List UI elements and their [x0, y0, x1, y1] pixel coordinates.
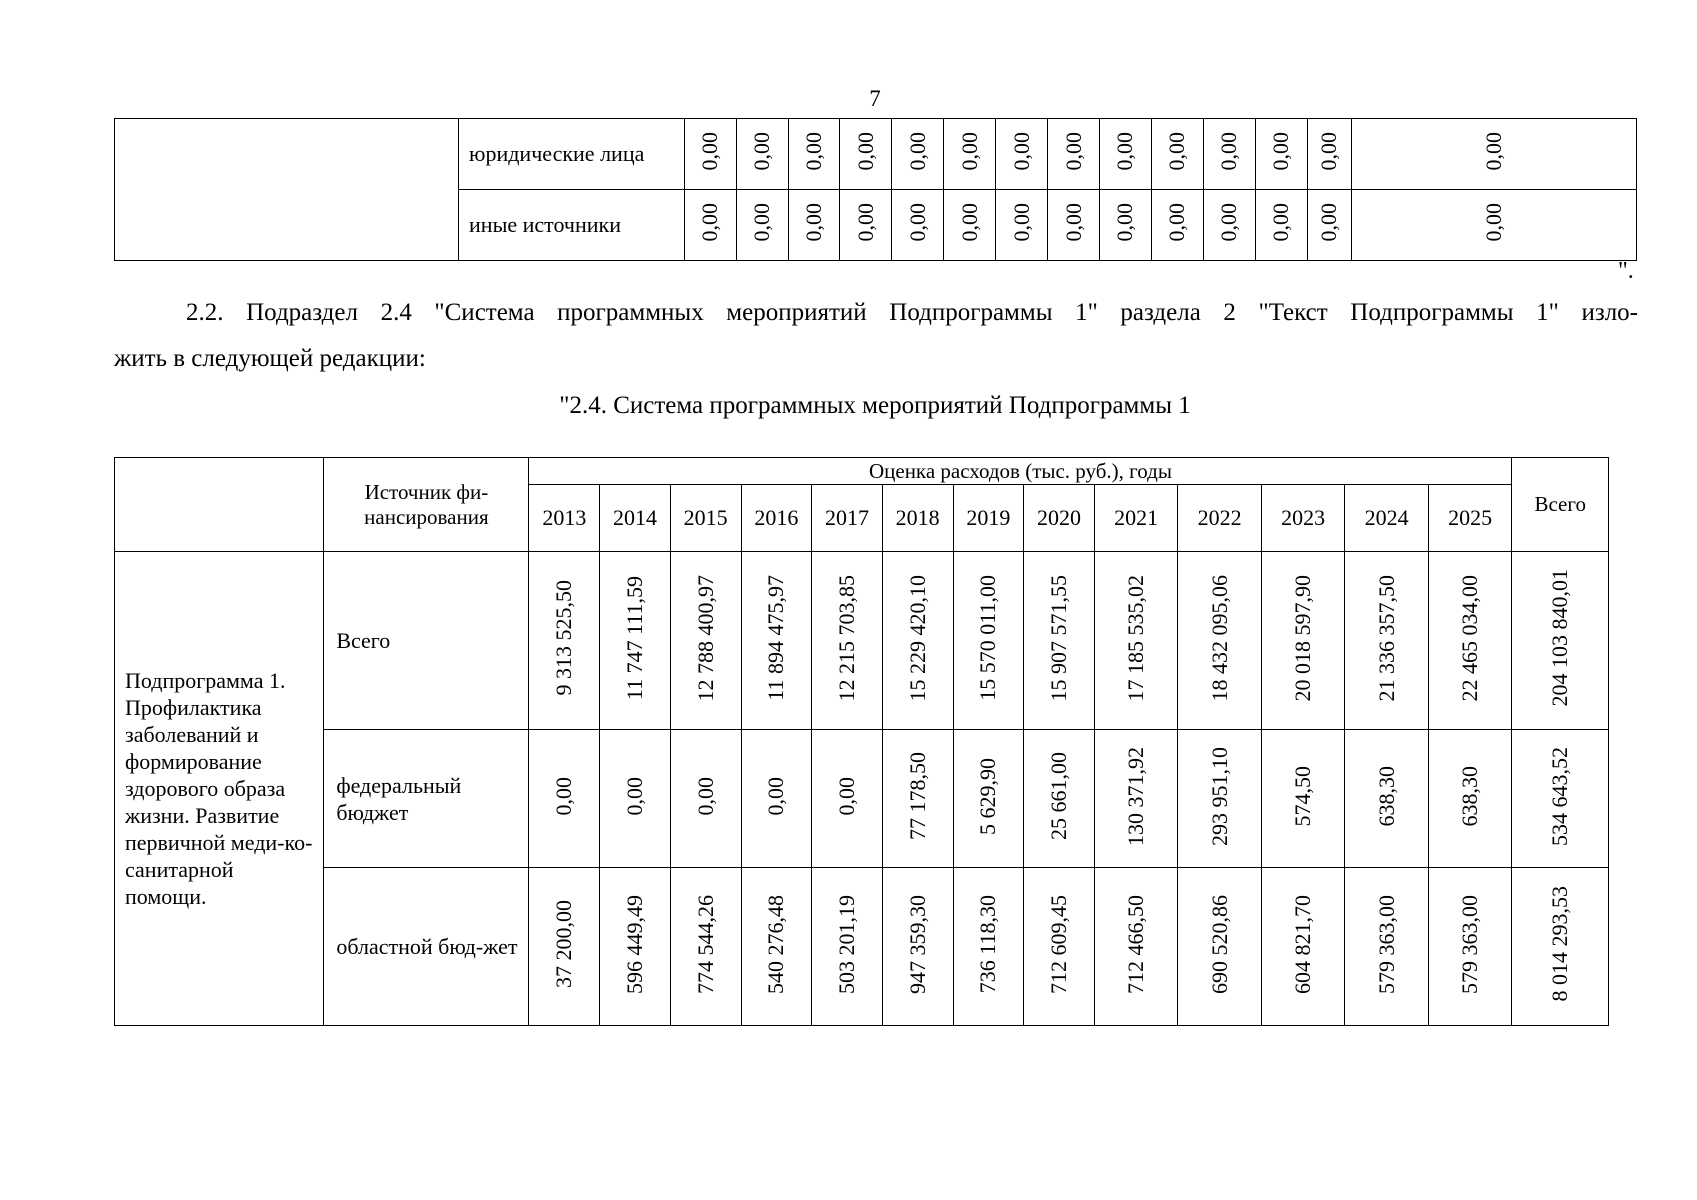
value-cell: [1255, 119, 1307, 190]
header-source: Источник фи-нансирования: [324, 458, 529, 552]
amount-cell-text: 503 201,19: [834, 894, 859, 994]
value-cell-text: 0,00: [1060, 203, 1086, 242]
amount-cell: [1094, 868, 1178, 1026]
amount-cell: [1428, 552, 1512, 730]
closing-quote: ".: [1618, 258, 1634, 284]
paragraph-line-1: 2.2. Подраздел 2.4 "Система программных мероприятий Подпрограммы 1" раздела 2 "Текст Подпрограммы 1" изло-: [186, 299, 1638, 326]
value-cell: [1307, 119, 1351, 190]
amount-cell: [1261, 730, 1345, 868]
amount-cell-text: 37 200,00: [551, 900, 577, 988]
amount-cell: [741, 552, 812, 730]
value-cell-text: 0,00: [697, 132, 723, 171]
value-cell: [1151, 190, 1203, 261]
value-cell: [1100, 119, 1152, 190]
year-header: 2013: [529, 485, 600, 552]
total-cell-text: 0,00: [1480, 132, 1506, 171]
value-cell: [944, 119, 996, 190]
amount-cell-text: 77 178,50: [904, 752, 930, 840]
value-cell-text: 0,00: [1164, 203, 1190, 242]
amount-cell: [1094, 552, 1178, 730]
amount-cell-text: 9 313 525,50: [551, 580, 577, 696]
year-header: 2017: [812, 485, 883, 552]
value-cell: [1048, 119, 1100, 190]
amount-cell-text: 690 520,86: [1206, 894, 1232, 994]
value-cell: [892, 190, 944, 261]
row-total-cell-text: 204 103 840,01: [1547, 569, 1573, 707]
value-cell-text: 0,00: [1060, 132, 1086, 171]
value-cell-text: 0,00: [697, 203, 723, 242]
amount-cell: [812, 552, 883, 730]
value-cell: [684, 190, 736, 261]
funding-source: федеральный бюджет: [324, 730, 529, 868]
value-cell-text: 0,00: [904, 132, 930, 171]
program-activities-table: [114, 457, 1609, 1026]
value-cell-text: 0,00: [852, 203, 878, 242]
value-cell-text: 0,00: [1164, 132, 1190, 171]
amount-cell-text: 15 229 420,10: [904, 574, 930, 702]
year-header: 2025: [1428, 485, 1512, 552]
amount-cell-text: 293 951,10: [1206, 746, 1232, 846]
amount-cell-text: 736 118,30: [975, 894, 1001, 994]
value-cell: [788, 190, 840, 261]
amount-cell: [529, 552, 600, 730]
value-cell-text: 0,00: [1268, 203, 1294, 242]
value-cell: [1255, 190, 1307, 261]
year-header: 2023: [1261, 485, 1345, 552]
amount-cell: [882, 730, 953, 868]
amount-cell-text: 638,30: [1457, 765, 1483, 827]
amount-cell: [812, 730, 883, 868]
value-cell: [996, 190, 1048, 261]
year-header: 2015: [670, 485, 741, 552]
amount-cell: [1428, 868, 1512, 1026]
amount-cell-text: 15 907 571,55: [1046, 574, 1072, 702]
value-cell-text: 0,00: [801, 203, 827, 242]
year-header: 2014: [600, 485, 671, 552]
amount-cell-text: 21 336 357,50: [1373, 574, 1399, 702]
value-cell-text: 0,00: [1112, 132, 1138, 171]
value-cell-text: 0,00: [956, 132, 982, 171]
table-row: [115, 119, 1637, 190]
year-header: 2016: [741, 485, 812, 552]
value-cell-text: 0,00: [749, 203, 775, 242]
amount-cell-text: 12 788 400,97: [692, 574, 718, 702]
amount-cell-text: 11 747 111,59: [621, 575, 647, 701]
amount-cell: [812, 868, 883, 1026]
amount-cell: [1024, 868, 1095, 1026]
value-cell: [944, 190, 996, 261]
amount-cell: [600, 730, 671, 868]
empty-program-cell: [115, 119, 459, 261]
value-cell: [684, 119, 736, 190]
amount-cell: [529, 730, 600, 868]
value-cell: [840, 190, 892, 261]
table-row: [115, 552, 1609, 730]
value-cell-text: 0,00: [904, 203, 930, 242]
amount-cell: [529, 868, 600, 1026]
value-cell: [1100, 190, 1152, 261]
year-header: 2020: [1024, 485, 1095, 552]
section-heading: "2.4. Система программных мероприятий Подпрограммы 1: [559, 392, 1191, 419]
amount-cell: [1024, 730, 1095, 868]
amount-cell: [1261, 868, 1345, 1026]
amount-cell: [1178, 730, 1262, 868]
amount-cell-text: 0,00: [551, 776, 577, 816]
value-cell-text: 0,00: [1216, 203, 1242, 242]
amount-cell-text: 596 449,49: [621, 894, 647, 994]
value-cell-text: 0,00: [1008, 203, 1034, 242]
amount-cell-text: 579 363,00: [1373, 894, 1399, 994]
source-label: иные источники: [459, 190, 685, 261]
total-cell: [1351, 119, 1636, 190]
amount-cell-text: 574,50: [1290, 765, 1316, 827]
amount-cell: [953, 552, 1024, 730]
amount-cell: [1178, 868, 1262, 1026]
amount-cell-text: 0,00: [621, 776, 647, 816]
total-cell: [1351, 190, 1636, 261]
amount-cell: [741, 868, 812, 1026]
source-label: юридические лица: [459, 119, 685, 190]
year-header: 2018: [882, 485, 953, 552]
amount-cell: [882, 868, 953, 1026]
amount-cell: [670, 730, 741, 868]
value-cell-text: 0,00: [1216, 132, 1242, 171]
header-estimate: Оценка расходов (тыс. руб.), годы: [529, 458, 1512, 485]
value-cell-text: 0,00: [1268, 132, 1294, 171]
amount-cell-text: 5 629,90: [975, 757, 1001, 835]
amount-cell: [600, 552, 671, 730]
value-cell-text: 0,00: [956, 203, 982, 242]
value-cell-text: 0,00: [749, 132, 775, 171]
amount-cell: [670, 552, 741, 730]
amount-cell-text: 604 821,70: [1290, 894, 1316, 994]
amount-cell-text: 22 465 034,00: [1457, 574, 1483, 702]
amount-cell-text: 712 609,45: [1046, 894, 1072, 994]
value-cell-text: 0,00: [801, 132, 827, 171]
paragraph-line-2: жить в следующей редакции:: [114, 345, 426, 372]
value-cell-text: 0,00: [1316, 132, 1342, 171]
value-cell: [1048, 190, 1100, 261]
amount-cell: [1345, 868, 1429, 1026]
amount-cell-text: 0,00: [834, 776, 859, 816]
amount-cell: [1178, 552, 1262, 730]
value-cell-text: 0,00: [1008, 132, 1034, 171]
header-empty-cell: [115, 458, 324, 552]
amount-cell: [1345, 730, 1429, 868]
page-number: 7: [869, 86, 881, 111]
table-row: [115, 868, 1609, 1026]
value-cell: [1203, 119, 1255, 190]
value-cell-text: 0,00: [1316, 203, 1342, 242]
row-total-cell-text: 534 643,52: [1547, 746, 1573, 846]
header-total: Всего: [1512, 458, 1609, 552]
amount-cell: [1094, 730, 1178, 868]
value-cell: [840, 119, 892, 190]
row-total-cell: [1512, 868, 1609, 1026]
amount-cell-text: 15 570 011,00: [975, 575, 1001, 701]
amount-cell: [1428, 730, 1512, 868]
table-row: [115, 730, 1609, 868]
amount-cell-text: 579 363,00: [1457, 894, 1483, 994]
amount-cell-text: 947 359,30: [904, 894, 930, 994]
amount-cell: [1345, 552, 1429, 730]
year-header: 2019: [953, 485, 1024, 552]
amount-cell: [953, 730, 1024, 868]
amount-cell: [882, 552, 953, 730]
row-total-cell: [1512, 730, 1609, 868]
amount-cell-text: 18 432 095,06: [1206, 574, 1232, 702]
amount-cell: [953, 868, 1024, 1026]
amount-cell-text: 17 185 535,02: [1123, 574, 1149, 702]
row-total-cell-text: 8 014 293,53: [1547, 886, 1573, 1002]
year-header: 2024: [1345, 485, 1429, 552]
amount-cell-text: 20 018 597,90: [1290, 574, 1316, 702]
program-name: Подпрограмма 1. Профилактика заболеваний и формирование здорового образа жизни. Развитие первичной меди-ко-санитарной помощи.: [115, 552, 324, 1026]
value-cell: [736, 119, 788, 190]
year-header: 2021: [1094, 485, 1178, 552]
value-cell: [788, 119, 840, 190]
funding-source: областной бюд-жет: [324, 868, 529, 1026]
value-cell: [1203, 190, 1255, 261]
value-cell: [996, 119, 1048, 190]
amount-cell: [1024, 552, 1095, 730]
amount-cell: [600, 868, 671, 1026]
amount-cell-text: 774 544,26: [692, 894, 718, 994]
value-cell: [892, 119, 944, 190]
amount-cell-text: 540 276,48: [763, 894, 789, 994]
amount-cell-text: 638,30: [1373, 765, 1399, 827]
value-cell-text: 0,00: [852, 132, 878, 171]
value-cell: [1151, 119, 1203, 190]
value-cell-text: 0,00: [1112, 203, 1138, 242]
row-total-cell: [1512, 552, 1609, 730]
amount-cell-text: 12 215 703,85: [834, 574, 859, 702]
value-cell: [736, 190, 788, 261]
funding-source: Всего: [324, 552, 529, 730]
amount-cell: [670, 868, 741, 1026]
amount-cell-text: 712 466,50: [1123, 894, 1149, 994]
amount-cell: [1261, 552, 1345, 730]
value-cell: [1307, 190, 1351, 261]
year-header: 2022: [1178, 485, 1262, 552]
funding-continuation-table: [114, 118, 1637, 261]
amount-cell-text: 0,00: [763, 776, 789, 816]
amount-cell-text: 11 894 475,97: [763, 575, 789, 701]
total-cell-text: 0,00: [1480, 203, 1506, 242]
amount-cell-text: 25 661,00: [1046, 752, 1072, 840]
amount-cell-text: 130 371,92: [1123, 746, 1149, 846]
amendment-paragraph: [114, 290, 1638, 382]
amount-cell: [741, 730, 812, 868]
amount-cell-text: 0,00: [692, 776, 718, 816]
